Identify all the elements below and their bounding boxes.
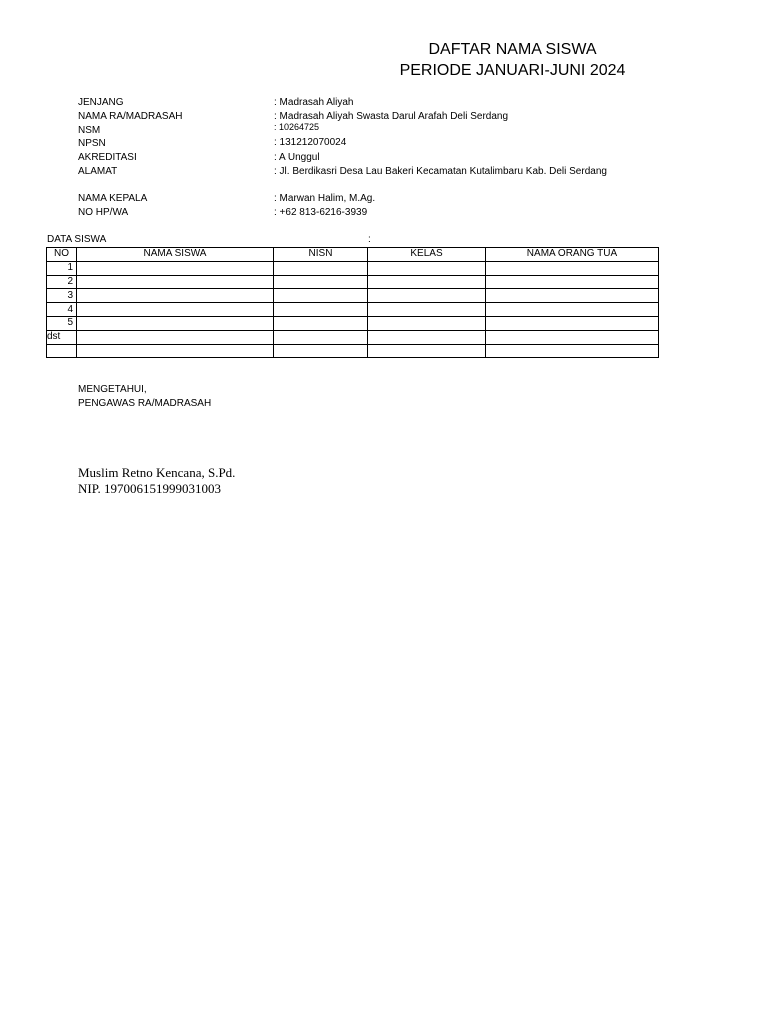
- kepala-value: : Marwan Halim, M.Ag.: [274, 193, 376, 204]
- cell-kelas[interactable]: [368, 275, 486, 289]
- table-row: [47, 289, 659, 303]
- jenjang-value: : Madrasah Aliyah: [274, 97, 354, 108]
- cell-nama-orang-tua[interactable]: [486, 289, 659, 303]
- row-number: 1: [47, 261, 77, 275]
- row-number: [47, 344, 77, 358]
- cell-nama-siswa[interactable]: [77, 316, 274, 330]
- cell-kelas[interactable]: [368, 261, 486, 275]
- pengawas-label: PENGAWAS RA/MADRASAH: [78, 398, 212, 409]
- column-header-no: NO: [47, 248, 77, 262]
- row-number: 5: [47, 316, 77, 330]
- signer-name: Muslim Retno Kencana, S.Pd.: [78, 465, 236, 480]
- npsn-value: : 131212070024: [274, 137, 347, 148]
- jenjang-label: JENJANG: [78, 97, 124, 108]
- cell-nama-orang-tua[interactable]: [486, 316, 659, 330]
- nama-madrasah-label: NAMA RA/MADRASAH: [78, 111, 183, 122]
- table-row: [47, 303, 659, 317]
- row-number: 4: [47, 303, 77, 317]
- cell-nama-siswa[interactable]: [77, 344, 274, 358]
- signer-nip: NIP. 197006151999031003: [78, 481, 222, 496]
- table-header-row: [47, 248, 659, 262]
- cell-nisn[interactable]: [274, 330, 368, 344]
- cell-kelas[interactable]: [368, 330, 486, 344]
- cell-nisn[interactable]: [274, 303, 368, 317]
- column-header-nisn: NISN: [274, 248, 368, 262]
- nama-madrasah-value: : Madrasah Aliyah Swasta Darul Arafah Deli Serdang: [274, 111, 509, 122]
- alamat-label: ALAMAT: [78, 166, 118, 177]
- cell-nama-siswa[interactable]: [77, 289, 274, 303]
- column-header-nama-orang-tua: NAMA ORANG TUA: [486, 248, 659, 262]
- cell-nama-orang-tua[interactable]: [486, 344, 659, 358]
- row-number: dst: [47, 330, 77, 344]
- mengetahui-label: MENGETAHUI,: [78, 384, 147, 395]
- column-header-kelas: KELAS: [368, 248, 486, 262]
- document-title: DAFTAR NAMA SISWA: [428, 41, 597, 58]
- cell-nama-orang-tua[interactable]: [486, 330, 659, 344]
- hp-value: : +62 813-6216-3939: [274, 207, 368, 218]
- cell-nisn[interactable]: [274, 289, 368, 303]
- data-siswa-label: DATA SISWA: [47, 234, 107, 245]
- nsm-value: : 10264725: [274, 122, 320, 132]
- cell-kelas[interactable]: [368, 344, 486, 358]
- table-row: [47, 330, 659, 344]
- cell-nama-orang-tua[interactable]: [486, 275, 659, 289]
- table-row: [47, 344, 659, 358]
- alamat-value: : Jl. Berdikasri Desa Lau Bakeri Kecamatan Kutalimbaru Kab. Deli Serdang: [274, 166, 607, 177]
- cell-nama-orang-tua[interactable]: [486, 303, 659, 317]
- cell-nisn[interactable]: [274, 344, 368, 358]
- cell-kelas[interactable]: [368, 316, 486, 330]
- student-table: [46, 247, 659, 358]
- row-number: 3: [47, 289, 77, 303]
- cell-nisn[interactable]: [274, 261, 368, 275]
- kepala-label: NAMA KEPALA: [78, 193, 148, 204]
- cell-kelas[interactable]: [368, 303, 486, 317]
- cell-nama-siswa[interactable]: [77, 261, 274, 275]
- cell-nama-siswa[interactable]: [77, 330, 274, 344]
- cell-kelas[interactable]: [368, 289, 486, 303]
- cell-nama-siswa[interactable]: [77, 275, 274, 289]
- column-header-nama-siswa: NAMA SISWA: [77, 248, 274, 262]
- akreditasi-label: AKREDITASI: [78, 152, 137, 163]
- cell-nisn[interactable]: [274, 316, 368, 330]
- data-siswa-colon: :: [368, 234, 371, 245]
- document-subtitle: PERIODE JANUARI-JUNI 2024: [399, 62, 626, 79]
- row-number: 2: [47, 275, 77, 289]
- nsm-label: NSM: [78, 125, 101, 136]
- hp-label: NO HP/WA: [78, 207, 129, 218]
- table-row: [47, 275, 659, 289]
- akreditasi-value: : A Unggul: [274, 152, 320, 163]
- table-row: [47, 261, 659, 275]
- table-row: [47, 316, 659, 330]
- cell-nama-siswa[interactable]: [77, 303, 274, 317]
- npsn-label: NPSN: [78, 138, 106, 149]
- cell-nisn[interactable]: [274, 275, 368, 289]
- cell-nama-orang-tua[interactable]: [486, 261, 659, 275]
